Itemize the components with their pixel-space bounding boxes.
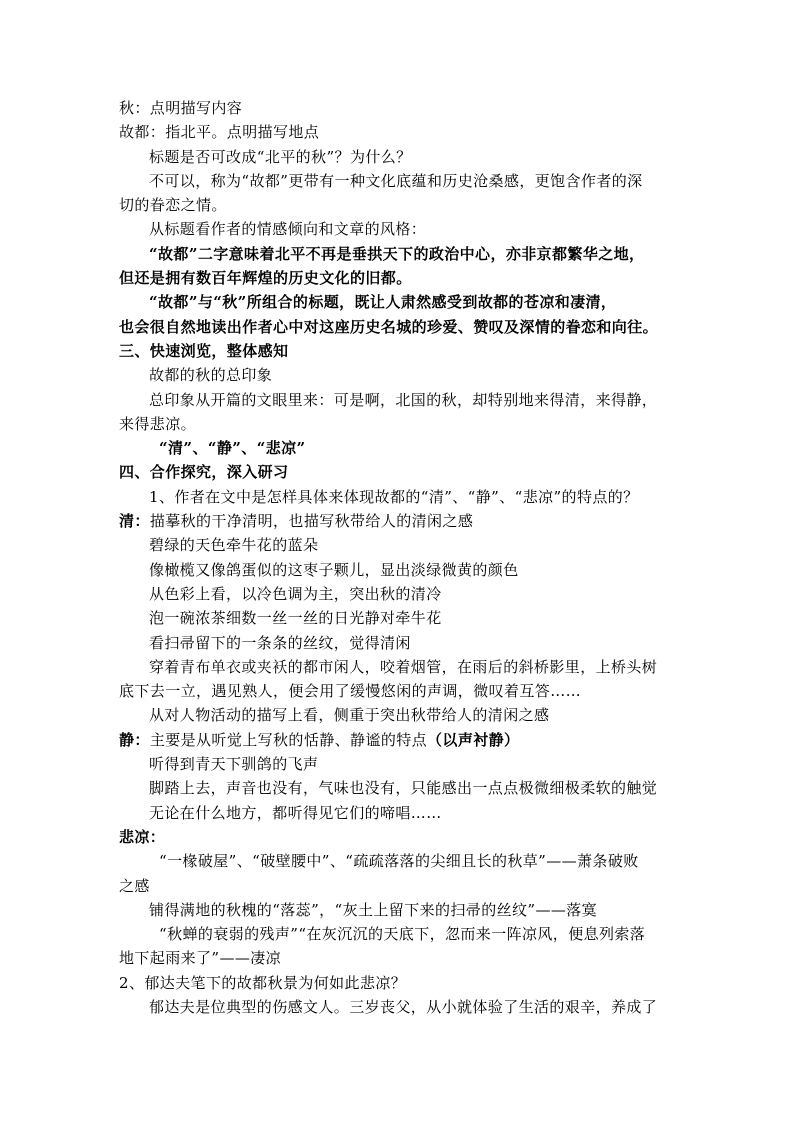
text-line: 总印象从开篇的文眼里来：可是啊，北国的秋，却特别地来得清，来得静，	[149, 390, 658, 409]
text-line: 不可以，称为“故都”更带有一种文化底蕴和历史沧桑感，更饱含作者的深	[149, 171, 643, 190]
text-line: 看扫帚留下的一条条的丝纹，觉得清闲	[149, 633, 411, 652]
label-jing: 静：	[119, 730, 150, 749]
text-line: 穿着青布单衣或夹袄的都市闲人，咬着烟管，在雨后的斜桥影里，上桥头树	[149, 657, 658, 676]
text-line: 但还是拥有数百年辉煌的历史文化的旧都。	[119, 269, 412, 288]
text-line: 底下去一立，遇见熟人，便会用了缓慢悠闲的声调，微叹着互答……	[119, 682, 582, 701]
section-heading: 三、快速浏览，整体感知	[119, 341, 289, 360]
text-line: “故都”与“秋”所组合的标题，既让人肃然感受到故都的苍凉和凄清，	[149, 293, 617, 312]
text-span: （以声衬静）	[427, 730, 520, 749]
document-body	[119, 96, 685, 1019]
label-qing: 清：	[119, 512, 150, 531]
text-line: 1、作者在文中是怎样具体来体现故都的“清”、“静”、“悲凉”的特点的？	[149, 487, 639, 506]
text-line	[119, 509, 685, 533]
text-line: 像橄榄又像鸽蛋似的这枣子颗儿，显出淡绿微黄的颜色	[149, 560, 519, 579]
section-heading: 四、合作探究，深入研习	[119, 463, 289, 482]
text-line: 郁达夫是位典型的伤感文人。三岁丧父，从小就体验了生活的艰辛，养成了	[149, 997, 658, 1016]
text-line: 地下起雨来了”——凄凉	[119, 949, 282, 968]
text-line: 切的眷恋之情。	[119, 196, 227, 215]
text-line: 泡一碗浓茶细数一丝一丝的日光静对牵牛花	[149, 609, 442, 628]
text-line: “秋蝉的衰弱的残声”“在灰沉沉的天底下，忽而来一阵凉风，便息列索落	[159, 925, 646, 944]
text-line: 之感	[119, 876, 150, 895]
text-line: 碧绿的天色牵牛花的蓝朵	[149, 536, 319, 555]
text-line: 秋：点明描写内容	[119, 99, 243, 117]
text-line: 来得悲凉。	[119, 414, 197, 433]
text-line: 从对人物活动的描写上看，侧重于突出秋带给人的清闲之感	[149, 706, 550, 725]
text-line: “清”、“静”、“悲凉”	[159, 439, 306, 458]
text-line: 标题是否可改成“北平的秋”？为什么？	[149, 147, 412, 166]
text-line	[119, 728, 685, 752]
text-line: 无论在什么地方，都听得见它们的啼唱……	[149, 803, 442, 822]
text-line: “一椽破屋”、“破壁腰中”、“疏疏落落的尖细且长的秋草”——萧条破败	[159, 852, 639, 871]
text-line: 也会很自然地读出作者心中对这座历史名城的珍爱、赞叹及深情的眷恋和向往。	[119, 317, 659, 336]
text-line: 悲凉：	[119, 827, 166, 846]
text-line: “故都”二字意味着北平不再是垂拱天下的政治中心，亦非京都繁华之地，	[149, 244, 645, 263]
text-span: 描摹秋的干净清明，也描写秋带给人的清闲之感	[149, 512, 474, 531]
text-line: 故都：指北平。点明描写地点	[119, 123, 320, 142]
text-line: 听得到青天下驯鸽的飞声	[149, 755, 319, 774]
text-span: 主要是从听觉上写秋的恬静、静谧的特点	[149, 730, 428, 749]
text-line: 脚踏上去，声音也没有，气味也没有，只能感出一点点极微细极柔软的触觉	[149, 779, 658, 798]
text-line: 铺得满地的秋槐的“落蕊”，“灰土上留下来的扫帚的丝纹”——落寞	[149, 900, 598, 919]
text-line: 2、郁达夫笔下的故都秋景为何如此悲凉？	[119, 973, 407, 992]
text-line: 从标题看作者的情感倾向和文章的风格：	[149, 220, 427, 239]
text-line: 从色彩上看，以冷色调为主，突出秋的清冷	[149, 584, 442, 603]
text-line: 故都的秋的总印象	[149, 366, 273, 385]
